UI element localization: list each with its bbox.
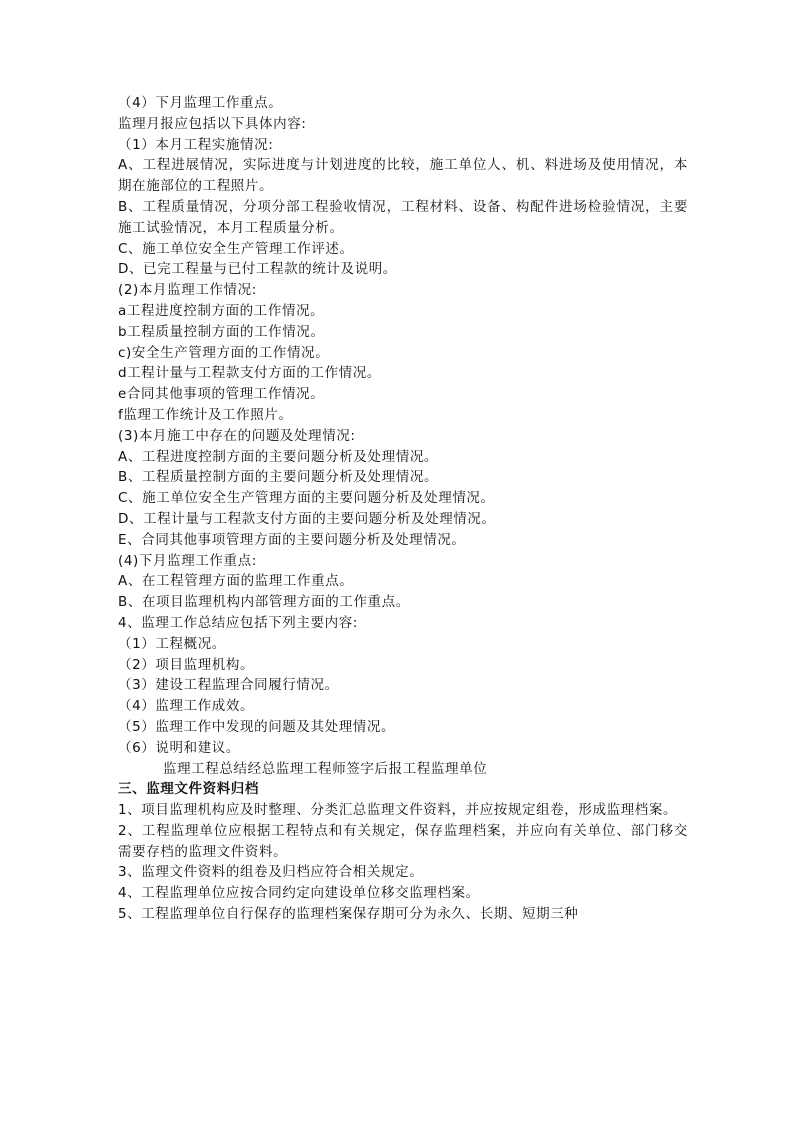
text-line: D、已完工程量与已付工程款的统计及说明。 bbox=[118, 261, 397, 278]
text-line: （1）本月工程实施情况: bbox=[118, 136, 274, 153]
text-line: b工程质量控制方面的工作情况。 bbox=[118, 323, 325, 340]
text-line: （4）下月监理工作重点。 bbox=[118, 95, 283, 111]
text-line: （5）监理工作中发现的问题及其处理情况。 bbox=[118, 718, 396, 735]
text-line: 监理月报应包括以下具体内容: bbox=[118, 115, 307, 132]
text-line: （4）监理工作成效。 bbox=[118, 698, 255, 715]
text-paragraph: 2、工程监理单位应根据工程特点和有关规定，保存监理档案，并应向有关单位、部门移交需要存档的监理文件资料。 bbox=[118, 822, 688, 860]
text-paragraph: A、工程进展情况，实际进度与计划进度的比较，施工单位人、机、料进场及使用情况，本期在施部位的工程照片。 bbox=[118, 157, 688, 195]
text-line: 3、监理文件资料的组卷及归档应符合相关规定。 bbox=[118, 864, 424, 881]
text-line: e合同其他事项的管理工作情况。 bbox=[118, 386, 325, 403]
text-line: E、合同其他事项管理方面的主要问题分析及处理情况。 bbox=[118, 531, 466, 548]
text-line: B、工程质量控制方面的主要问题分析及处理情况。 bbox=[118, 469, 439, 486]
text-line: （2）项目监理机构。 bbox=[118, 656, 255, 673]
document-page bbox=[118, 93, 688, 925]
text-line: 4、工程监理单位应按合同约定向建设单位移交监理档案。 bbox=[118, 885, 480, 902]
text-line: B、在项目监理机构内部管理方面的工作重点。 bbox=[118, 594, 410, 611]
text-line: 5、工程监理单位自行保存的监理档案保存期可分为永久、长期、短期三种 bbox=[118, 906, 579, 923]
text-line: d工程计量与工程款支付方面的工作情况。 bbox=[118, 365, 381, 382]
text-line: (3)本月施工中存在的问题及处理情况: bbox=[118, 427, 356, 444]
text-line: a工程进度控制方面的工作情况。 bbox=[118, 302, 325, 319]
summary-signature-line: 监理工程总结经总监理工程师签字后报工程监理单位 bbox=[163, 760, 488, 777]
text-line: A、在工程管理方面的监理工作重点。 bbox=[118, 573, 354, 590]
text-line: D、工程计量与工程款支付方面的主要问题分析及处理情况。 bbox=[118, 510, 496, 527]
text-line: A、工程进度控制方面的主要问题分析及处理情况。 bbox=[118, 448, 439, 465]
text-line: 4、监理工作总结应包括下列主要内容: bbox=[118, 614, 358, 631]
section-heading: 三、监理文件资料归档 bbox=[118, 781, 259, 798]
text-line: C、施工单位安全生产管理方面的主要问题分析及处理情况。 bbox=[118, 490, 495, 507]
text-line: f监理工作统计及工作照片。 bbox=[118, 406, 293, 423]
text-line: (2)本月监理工作情况: bbox=[118, 282, 257, 299]
text-line: C、施工单位安全生产管理工作评述。 bbox=[118, 240, 354, 257]
text-line: c)安全生产管理方面的工作情况。 bbox=[118, 344, 330, 361]
text-line: (4)下月监理工作重点: bbox=[118, 552, 257, 569]
text-paragraph: 1、项目监理机构应及时整理、分类汇总监理文件资料，并应按规定组卷，形成监理档案。 bbox=[118, 802, 678, 819]
text-line: （1）工程概况。 bbox=[118, 635, 226, 652]
text-line: （3）建设工程监理合同履行情况。 bbox=[118, 677, 339, 694]
text-paragraph: B、工程质量情况，分项分部工程验收情况，工程材料、设备、构配件进场检验情况，主要施工试验情况，本月工程质量分析。 bbox=[118, 198, 688, 236]
text-line: （6）说明和建议。 bbox=[118, 739, 240, 756]
